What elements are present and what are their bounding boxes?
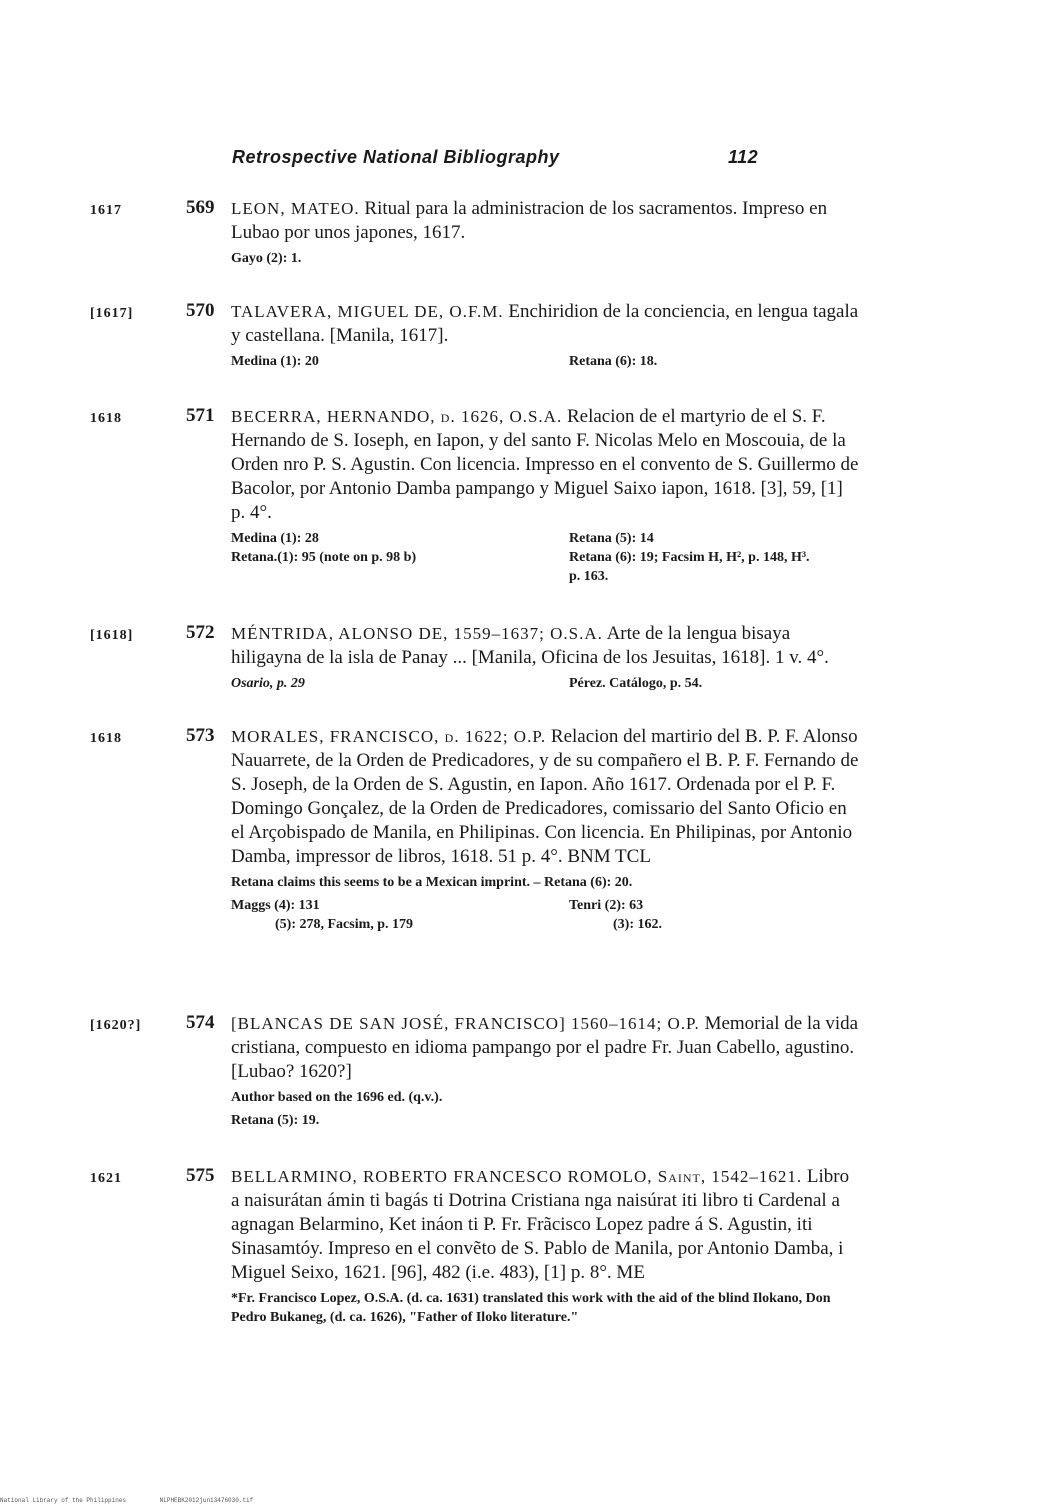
entry-body [231,300,861,371]
ref-left: Osario, p. 29 [231,676,305,691]
entry-number: 570 [186,300,215,321]
entry-references [231,674,861,693]
entry-author: [BLANCAS DE SAN JOSÉ, FRANCISCO] 1560–1614; O.P. [231,1014,700,1033]
page-number: 112 [728,147,759,167]
entry-number: 571 [186,405,215,426]
entry-number: 574 [186,1012,215,1033]
footer-file: NLPHEBK2012jun13476030.tif [159,1497,254,1504]
entry-body [231,197,861,268]
entry-text: Relacion de el martyrio de el S. F. Hernando de S. Ioseph, en Iapon, y del santo F. Nicolas Melo en Moscouia, de la Orden nro P. S. Agustin. Con licencia. Impresso en el convento de S. Guillermo de Bacolor, por Antonio Damba pampango y Miguel Saixo iapon, 1618. [3], 59, [1] p. 4°. [231,406,859,523]
entry-text: Ritual para la administracion de los sacramentos. Impreso en Lubao por unos japones, 1617. [231,198,828,243]
entry-text: Relacion del martirio del B. P. F. Alonso Nauarrete, de la Orden de Predicadores, y de su compañero el B. P. F. Fernando de S. Joseph, de la Orden de S. Agustin, en Iapon. Año 1617. Ordenada por el P. F. Domingo Gonçalez, de la Orden de Predicadores, comissario del Santo Oficio en el Arçobispado de Manila, en Philipinas. Con licencia. En Philipinas, por Antonio Damba, impressor de libros, 1618. 51 p. 4°. BNM TCL [231,726,859,867]
footer-library: National Library of the Philippines [0,1497,127,1504]
entry-text: Enchiridion de la conciencia, en lengua tagala y castellana. [Manila, 1617]. [231,301,859,346]
ref-right: Tenri (2): 63 [569,898,644,913]
entry-year: [1618] [90,628,134,643]
entry-note: Author based on the 1696 ed. (q.v.). [231,1090,443,1105]
ref-right: p. 163. [569,569,609,584]
ref-left: Maggs (4): 131 [231,898,320,913]
entry-text: Memorial de la vida cristiana, compuesto en idioma pampango por el padre Fr. Juan Cabello, agustino. [Lubao? 1620?] [231,1013,859,1082]
entry-body [231,725,861,934]
entry-year: 1621 [90,1171,122,1186]
entry-author: MÉNTRIDA, ALONSO DE, 1559–1637; O.S.A. [231,624,603,643]
ref-right: Pérez. Catálogo, p. 54. [569,676,703,691]
ref-left: (5): 278, Facsim, p. 179 [275,917,414,932]
scan-footer [0,1497,283,1504]
entry-text: Libro a naisurátan ámin ti bagás ti Dotrina Cristiana nga naisúrat iti libro ti Cardenal a agnagan Belarmino, Ket ináon ti P. Fr. Frãcisco Lopez padre á S. Agustin, iti Sinasamtóy. Impreso en el convẽto de S. Pablo de Manila, por Antonio Damba, i Miguel Seixo, 1621. [96], 482 (i.e. 483), [1] p. 8°. ME [231,1166,850,1283]
ref-left: Medina (1): 28 [231,531,319,546]
entry-year: 1618 [90,731,122,746]
entry-note: Retana claims this seems to be a Mexican imprint. – Retana (6): 20. [231,875,633,890]
entry-year: [1617] [90,306,134,321]
ref-right: Retana (6): 19; Facsim H, H², p. 148, H³. [569,550,810,565]
entry-number: 569 [186,197,215,218]
entry-number: 575 [186,1165,215,1186]
entry-body [231,405,861,586]
entry-author: BECERRA, HERNANDO, d. 1626, O.S.A. [231,407,563,426]
entry-body [231,1012,861,1130]
running-title: Retrospective National Bibliography [232,147,560,167]
entry-body [231,1165,861,1327]
entry-author: LEON, MATEO. [231,199,360,218]
ref-left: Medina (1): 20 [231,354,319,369]
ref-left: Gayo (2): 1. [231,251,302,266]
entry-year: 1617 [90,203,122,218]
entry-references [231,1111,861,1130]
entry-year: 1618 [90,411,122,426]
entry-year: [1620?] [90,1018,142,1033]
entry-text: Arte de la lengua bisaya hiligayna de la isla de Panay ... [Manila, Oficina de los Jesuitas, 1618]. 1 v. 4°. [231,623,829,668]
entry-author: MORALES, FRANCISCO, d. 1622; O.P. [231,727,547,746]
entry-body [231,622,861,693]
entry-author: TALAVERA, MIGUEL DE, O.F.M. [231,302,504,321]
ref-left: Retana.(1): 95 (note on p. 98 b) [231,550,417,565]
ref-right: Retana (5): 14 [569,531,654,546]
entry-number: 572 [186,622,215,643]
entry-author: BELLARMINO, ROBERTO FRANCESCO ROMOLO, Saint, 1542–1621. [231,1167,803,1186]
entry-references [231,352,861,371]
ref-left: Retana (5): 19. [231,1113,320,1128]
entry-number: 573 [186,725,215,746]
ref-right: (3): 162. [613,917,662,932]
ref-right: Retana (6): 18. [569,354,658,369]
entry-references [231,249,861,268]
entry-note: *Fr. Francisco Lopez, O.S.A. (d. ca. 1631) translated this work with the aid of the blind Ilokano, Don Pedro Bukaneg, (d. ca. 1626), "Father of Iloko literature." [231,1291,831,1325]
entry-references [231,529,861,586]
entry-references [231,896,861,934]
